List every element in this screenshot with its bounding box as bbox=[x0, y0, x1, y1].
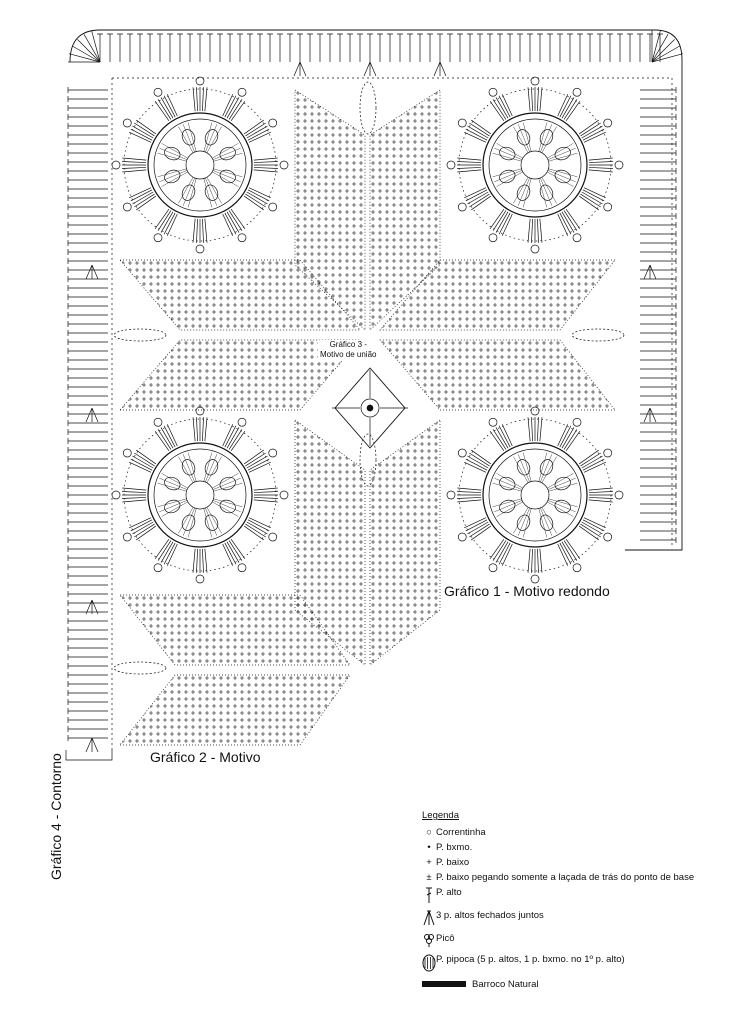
lattice-bottom-upper bbox=[120, 595, 350, 665]
single-crochet-icon: + bbox=[426, 857, 432, 868]
lattice-right-upper bbox=[380, 260, 616, 330]
legend bbox=[422, 810, 702, 994]
legend-text: Barroco Natural bbox=[472, 979, 539, 990]
legend-item-single-crochet bbox=[422, 857, 702, 868]
lattice-left-upper bbox=[120, 260, 360, 330]
legend-text: P. alto bbox=[436, 887, 462, 898]
legend-item-picot bbox=[422, 933, 702, 950]
motif-round-top-left bbox=[112, 77, 288, 253]
legend-text: P. baixo bbox=[436, 857, 470, 868]
lattice-bottom-lower bbox=[120, 675, 350, 745]
legend-item-slip-stitch bbox=[422, 842, 702, 853]
chart-label-motivo-uniao bbox=[318, 340, 378, 360]
legend-item-back-loop-sc bbox=[422, 872, 702, 883]
chain-stitch-icon: ○ bbox=[426, 827, 432, 838]
chart-label-g3-line2: Motivo de união bbox=[320, 350, 377, 359]
yarn-swatch-icon bbox=[422, 981, 466, 987]
lattice-top-right-v bbox=[370, 90, 440, 330]
joining-motif bbox=[332, 368, 408, 448]
legend-item-popcorn bbox=[422, 954, 702, 975]
legend-text: Correntinha bbox=[436, 827, 486, 838]
slip-stitch-icon: • bbox=[427, 842, 431, 853]
motif-round-bottom-right bbox=[447, 407, 623, 583]
legend-text: Picô bbox=[436, 933, 455, 944]
chart-label-g3-line1: Gráfico 3 - bbox=[329, 340, 367, 349]
legend-text: P. pipoca (5 p. altos, 1 p. bxmo. no 1º p. alto) bbox=[436, 954, 625, 965]
chart-label-motivo: Gráfico 2 - Motivo bbox=[150, 749, 261, 765]
legend-text: P. baixo pegando somente a laçada de trás do ponto de base bbox=[436, 872, 695, 883]
legend-item-double-crochet bbox=[422, 887, 702, 906]
lattice-bottom-left-v bbox=[295, 420, 365, 665]
dc3tog-icon bbox=[422, 910, 436, 929]
legend-text: 3 p. altos fechados juntos bbox=[436, 910, 544, 921]
lattice-right-lower bbox=[380, 340, 616, 410]
double-crochet-icon bbox=[422, 887, 436, 906]
legend-text: P. bxmo. bbox=[436, 842, 473, 853]
lattice-bottom-right-v bbox=[370, 420, 440, 665]
picot-icon bbox=[422, 933, 436, 950]
legend-item-chain bbox=[422, 827, 702, 838]
popcorn-icon bbox=[422, 954, 436, 975]
motif-round-top-right bbox=[447, 77, 623, 253]
motif-round-bottom-left bbox=[112, 407, 288, 583]
lattice-top-left-v bbox=[295, 90, 365, 330]
chart-label-motivo-redondo: Gráfico 1 - Motivo redondo bbox=[444, 583, 610, 599]
back-loop-single-crochet-icon: ± bbox=[426, 872, 432, 883]
chart-label-contorno: Gráfico 4 - Contorno bbox=[48, 753, 64, 880]
legend-title: Legenda bbox=[422, 810, 459, 821]
legend-item-yarn bbox=[422, 979, 702, 990]
legend-item-dc3tog bbox=[422, 910, 702, 929]
